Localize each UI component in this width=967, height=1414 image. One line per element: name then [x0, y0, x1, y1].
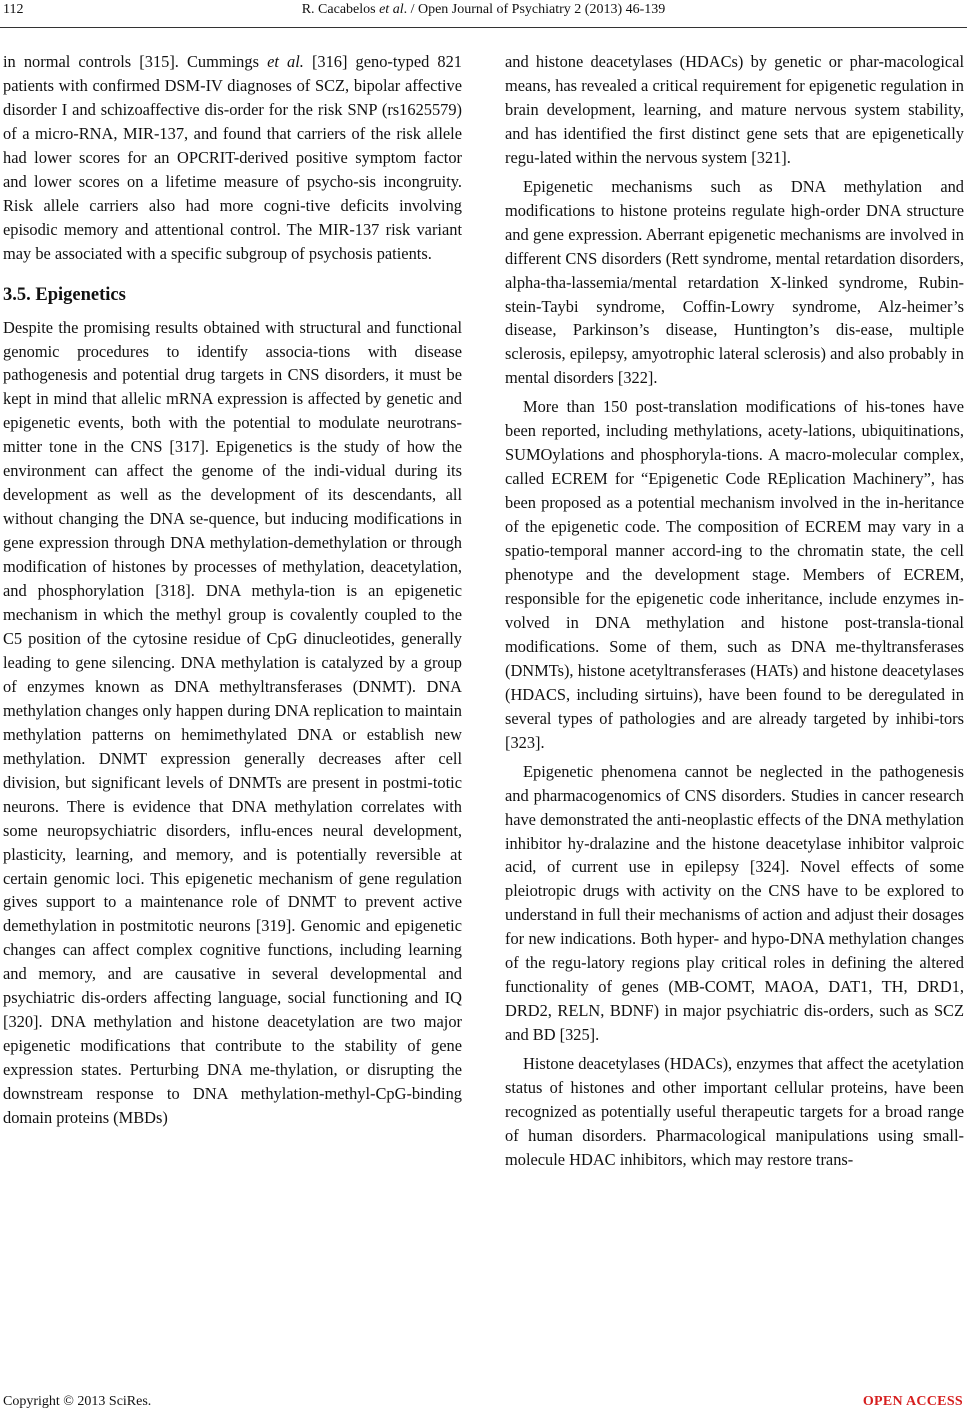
paragraph: More than 150 post-translation modifications of his-tones have been reported, including methylations, acety-lations, ubiquitinations, SUMOylations and phosphoryla-tions. A macro-molecular complex, called ECREM for “Epigenetic Code REplication Machinery”, has been proposed as a potential mechanism involved in the in-heritance of the epigenetic code. The composition of ECREM may vary in a spatio-temporal manner accord-ing to the chromatin state, the cell phenotype and the development stage. Members of ECREM, responsible for the epigenetic code inheritance, include enzymes in-volved in DNA methylation and histone post-transla-tional modifications. Some of them, such as DNA me-thyltransferases (DNMTs), histone acetyltransferases (HATs) and histone deacetylases (HDACS, including sirtuins), have been found to be deregulated in several types of pathologies and are already targeted by inhibi-tors [323]. [505, 397, 964, 752]
page-footer [0, 1394, 967, 1414]
right-column [505, 50, 964, 1177]
paragraph: Despite the promising results obtained with structural and functional genomic procedures to identify associa-tions with disease pathogenesis and potential drug targets in CNS disorders, it must be kept in mind that allelic mRNA expression is affected by genetic and epigenetic events, both with the potential to modulate neurotrans-mitter tone in the CNS [317]. Epigenetics is the study of how the environment can affect the genome of the indi-vidual during its development as well as the development of its descendants, all without changing the DNA se-quence, but inducing modifications in gene expression through DNA methylation-demethylation or through modification of histones by processes of methylation, deacetylation, and phosphorylation [318]. DNA methyla-tion is an epigenetic mechanism in which the methyl group is covalently coupled to the C5 position of the cytosine residue of CpG dinucleotides, generally leading to gene silencing. DNA methylation is catalyzed by a group of enzymes known as DNA methyltransferases (DNMT). DNA methylation changes only happen during DNA replication to maintain methylation patterns on hemimethylated DNA or establish new methylation. DNMT expression generally decreases after cell division, but significant levels of DNMTs are present in postmi-totic neurons. There is evidence that DNA methylation correlates with some neuropsychiatric disorders, influ-ences neural development, plasticity, learning, and memory, and is potentially reversible at certain genomic loci. This epigenetic mechanism of gene regulation gives support to a maintenance role of DNMT to prevent active demethylation in postmitotic neurons [319]. Genomic and epigenetic changes can affect complex cognitive functions, including learning and memory, and are causative in several developmental and psychiatric dis-orders affecting language, social functioning and IQ [320]. DNA methylation and histone deacetylation are two major epigenetic modifications that contribute to the stability of gene expression states. Perturbing DNA me-thylation, or disrupting the downstream response to DNA methylation-methyl-CpG-binding domain proteins (MBDs) [3, 317, 462, 1128]
paragraph-text: in normal controls [315]. Cummings [3, 52, 268, 71]
paragraph [3, 50, 462, 266]
etal-text: et al. [267, 52, 304, 71]
header-rule [0, 27, 967, 28]
left-column [3, 50, 462, 1135]
paragraph: Histone deacetylases (HDACs), enzymes that affect the acetylation status of histones and other important cellular proteins, have been recognized as potentially useful therapeutic targets for a broad range of human disorders. Pharmacological manipulations using small-molecule HDAC inhibitors, which may restore trans- [505, 1054, 964, 1169]
section-heading: 3.5. Epigenetics [3, 284, 126, 305]
paragraph: Epigenetic phenomena cannot be neglected in the pathogenesis and pharmacogenomics of CNS disorders. Studies in cancer research have demonstrated the anti-neoplastic effects of the DNA methylation inhibitor hy-dralazine and the histone deacetylase inhibitor valproic acid, of current use in epilepsy [324]. Novel effects of some pleiotropic drugs with activity on the CNS have to be explored to understand in full their mechanisms of action and adjust their dosages for new indications. Both hyper- and hypo-DNA methylation changes of the regu-latory regions play critical roles in defining the altered functionality of genes (MB-COMT, MAOA, DAT1, TH, DRD1, DRD2, RELN, BDNF) in major psychiatric dis-orders, such as SCZ and BD [325]. [505, 761, 964, 1045]
running-head-etal: et al [379, 2, 404, 17]
page-header [0, 0, 967, 26]
copyright-notice: Copyright © 2013 SciRes. [3, 1394, 152, 1409]
paragraph: and histone deacetylases (HDACs) by genetic or phar-macological means, has revealed a critical requirement for epigenetic regulation in brain development, learning, and mature nervous system stability, and has identified the first distinct gene sets that are epigenetically regu-lated within the nervous system [321]. [505, 52, 964, 167]
page-number: 112 [3, 2, 24, 17]
running-head-authors: R. Cacabelos [301, 2, 380, 17]
running-head [0, 2, 967, 18]
open-access-label: OPEN ACCESS [862, 1394, 963, 1409]
paragraph: Epigenetic mechanisms such as DNA methylation and modifications to histone proteins regulate high-order DNA structure and gene expression. Aberrant epigenetic mechanisms are involved in different CNS disorders (Rett syndrome, mental retardation disorders, alpha-tha-lassemia/mental retardation X-linked syndrome, Rubin-stein-Taybi syndrome, Coffin-Lowry syndrome, Alz-heimer’s disease, Parkinson’s disease, Huntington’s dis-ease, multiple sclerosis, epilepsy, amyotrophic lateral sclerosis) and also probably in mental disorders [322]. [505, 176, 964, 388]
running-head-journal: . / Open Journal of Psychiatry 2 (2013) 46-139 [403, 2, 666, 17]
paragraph-text: [316] geno-typed 821 patients with confirmed DSM-IV diagnoses of SCZ, bipolar affective disorder I and schizoaffective dis-order for the risk SNP (rs1625579) of a micro-RNA, MIR-137, and found that carriers of the risk allele had lower scores for an OPCRIT-derived positive symptom factor and lower scores on a lifetime measure of psycho-sis incongruity. Risk allele carriers also had more cogni-tive deficits involving episodic memory and attentional control. The MIR-137 risk variant may be associated with a specific subgroup of psychosis patients. [3, 52, 462, 263]
